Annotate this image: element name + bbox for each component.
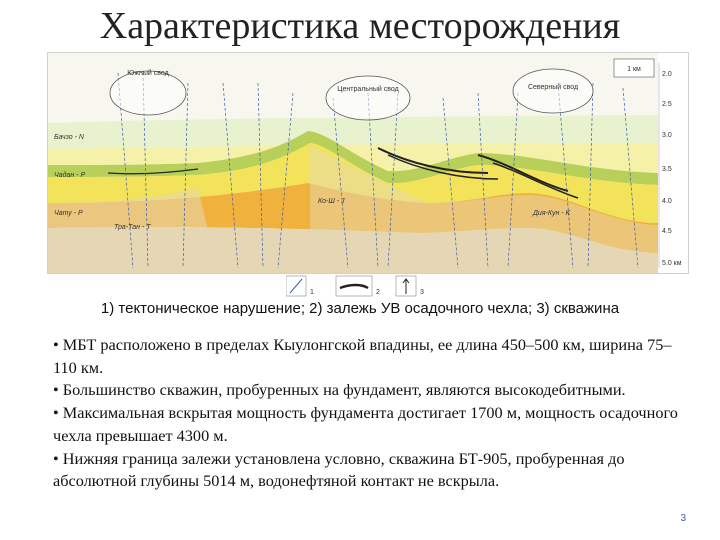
depth-axis xyxy=(659,63,682,268)
central-arch-label: Центральный свод xyxy=(337,86,399,93)
depth-tick: 4.0 xyxy=(662,198,672,205)
central-arch-ellipse xyxy=(326,76,410,120)
page-number: 3 xyxy=(680,513,686,524)
legend-item-1: 1 xyxy=(310,289,314,296)
bullet-item: • МБТ расположено в пределах Кыулонгской впадины, ее длина 450–500 км, ширина 75–110 км. xyxy=(53,335,672,377)
bullet-item: • Нижняя граница залежи установлена условно, скважина БТ-905, пробуренная до абсолютной глубины 5014 м, водонефтяной контакт не вскрыла. xyxy=(53,448,625,491)
south-arch-ellipse xyxy=(110,71,186,115)
south-arch-label: Южный свод xyxy=(127,70,169,77)
formation-tra-tan: Тра-Тан - T xyxy=(114,224,151,231)
north-arch-label: Северный свод xyxy=(527,84,579,91)
formation-central: Ко-Ш - J xyxy=(318,198,345,205)
depth-tick: 3.5 xyxy=(662,166,672,173)
formation-chatu: Чату - P xyxy=(54,210,83,217)
legend-item-2: 2 xyxy=(376,289,380,296)
depth-tick: 4.5 xyxy=(662,228,672,235)
depth-tick: 2.0 xyxy=(662,71,672,78)
formation-chadan: Чадан - P xyxy=(54,172,86,179)
depth-tick: 2.5 xyxy=(662,101,672,108)
scale-label: 1 км xyxy=(627,66,641,73)
bullet-item: • Большинство скважин, пробуренных на фундамент, являются высокодебитными. xyxy=(53,380,626,400)
north-arch-ellipse xyxy=(513,69,593,113)
figure-caption: 1) тектоническое нарушение; 2) залежь УВ осадочного чехла; 3) скважина xyxy=(100,300,620,317)
formation-dia-kun: Дия-Кун - K xyxy=(533,210,571,217)
legend-item-3: 3 xyxy=(420,289,424,296)
formation-bachzo: Бачзо - N xyxy=(54,134,84,141)
depth-tick: 3.0 xyxy=(662,132,672,139)
bullet-item: • Максимальная вскрытая мощность фундамента достигает 1700 м, мощность осадочного чехла превышает 4300 м. xyxy=(53,403,678,445)
bullet-list xyxy=(53,334,693,493)
figure-legend xyxy=(286,274,436,300)
depth-tick: 5.0 км xyxy=(662,260,682,267)
cross-section-svg xyxy=(48,53,688,273)
geologic-cross-section xyxy=(47,52,689,274)
slide-title: Характеристика месторождения xyxy=(99,5,621,47)
